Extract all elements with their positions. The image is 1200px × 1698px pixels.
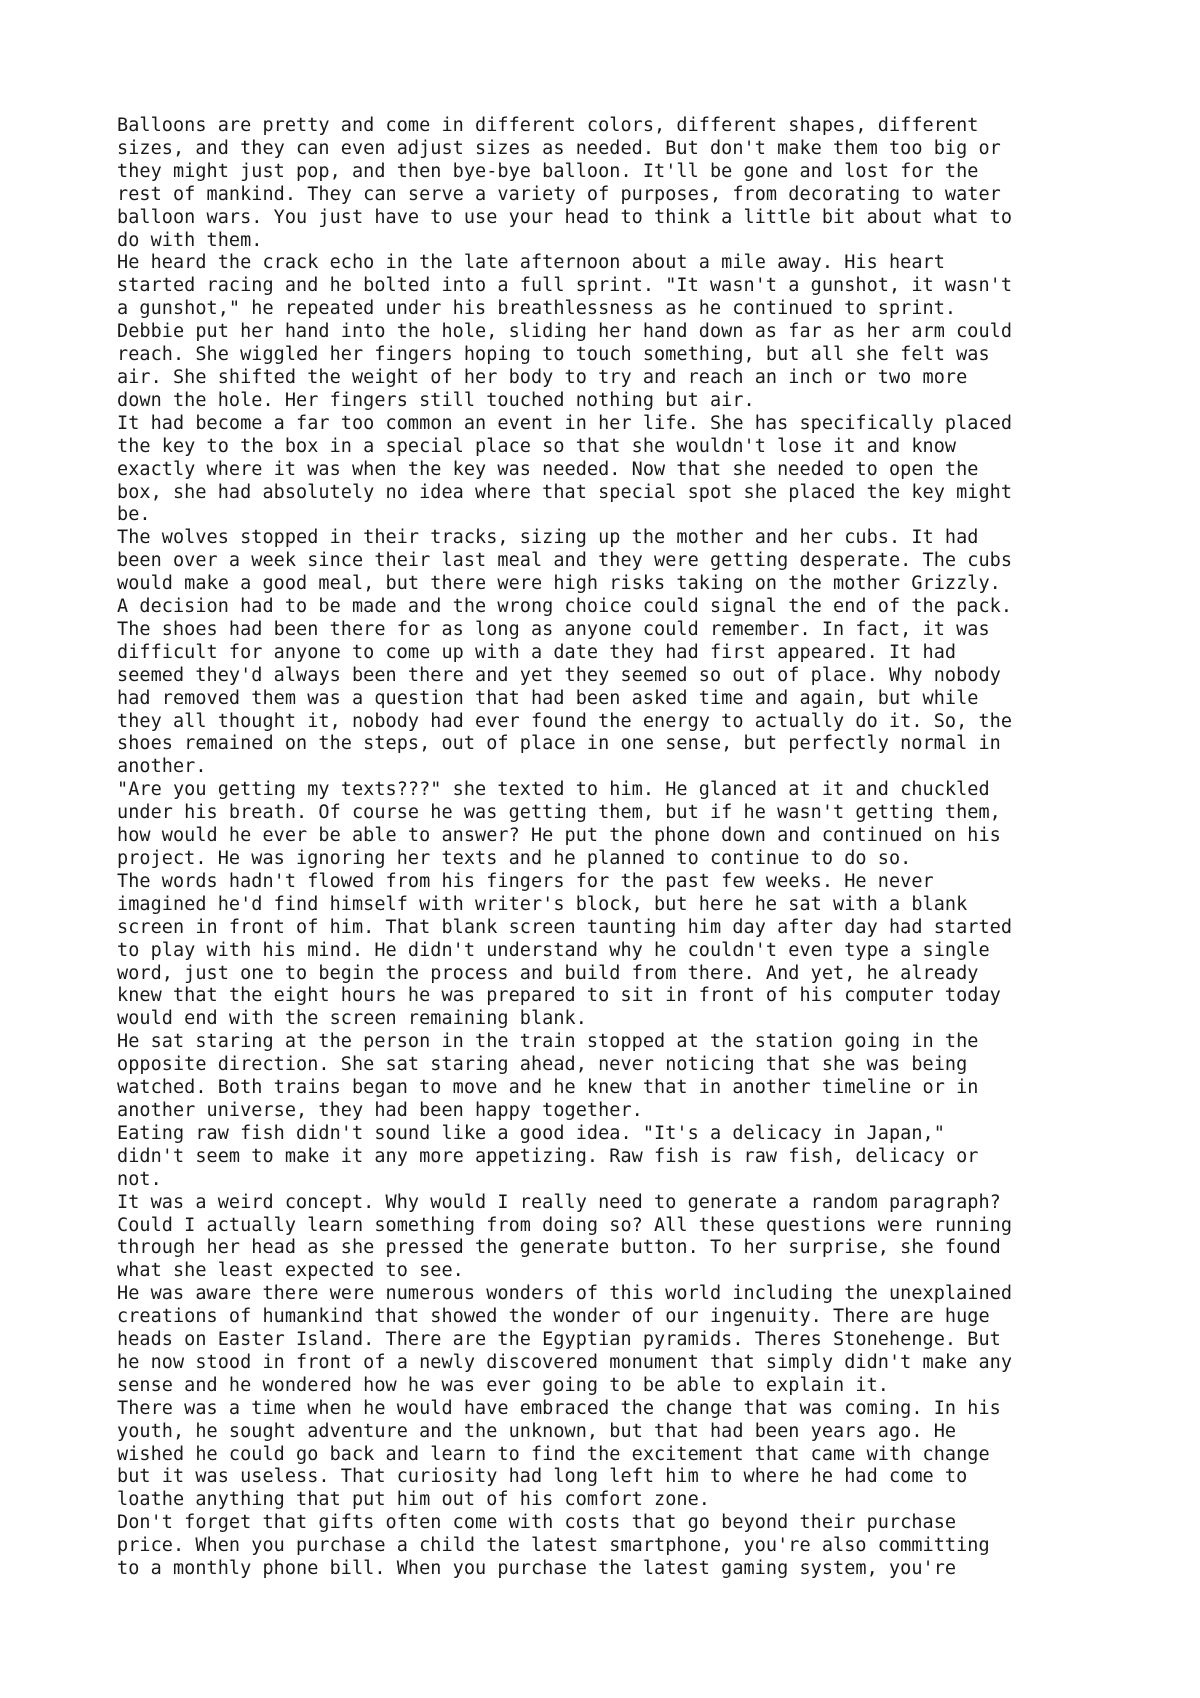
document-page <box>117 115 1117 1581</box>
paragraph-random-paragraph: It was a weird concept. Why would I really need to generate a random paragraph? Could I actually learn something from doing so? All these questions were running through her head as she pressed the generate button. To her surprise, she found what she least expected to see. <box>117 1191 1013 1282</box>
paragraph-change: There was a time when he would have embraced the change that was coming. In his youth, he sought adventure and the unknown, but that had been years ago. He wished he could go back and learn to find the excitement that came with change but it was useless. That curiosity had long left him to where he had come to loathe anything that put him out of his comfort zone. <box>117 1397 1001 1511</box>
paragraph-train: He sat staring at the person in the train stopped at the station going in the opposite direction. She sat staring ahead, never noticing that she was being watched. Both trains began to move and he knew that in another timeline or in another universe, they had been happy together. <box>117 1031 979 1121</box>
paragraph-lost-key: It had become a far too common an event in her life. She has specifically placed the key to the box in a special place so that she wouldn't lose it and know exactly where it was when the key was needed. Now that she needed to open the box, she had absolutely no idea where that special spot she placed the key might be. <box>117 412 1013 526</box>
paragraph-writers-block: The words hadn't flowed from his fingers for the past few weeks. He never imagined he'd find himself with writer's block, but here he sat with a blank screen in front of him. That blank screen taunting him day after day had started to play with his mind. He didn't understand why he couldn't even type a single word, just one to begin the process and build from there. And yet, he already knew that the eight hours he was prepared to sit in front of his computer today would end with the screen remaining blank. <box>117 870 1013 1030</box>
paragraph-debbie-hole: Debbie put her hand into the hole, sliding her hand down as far as her arm could reach. She wiggled her fingers hoping to touch something, but all she felt was air. She shifted the weight of her body to try and reach an inch or two more down the hole. Her fingers still touched nothing but air. <box>117 321 1013 411</box>
paragraph-gifts: Don't forget that gifts often come with costs that go beyond their purchase price. When you purchase a child the latest smartphone, you're also committing to a monthly phone bill. When you purchase the latest gaming system, you're <box>117 1512 990 1580</box>
paragraph-crack-echo: He heard the crack echo in the late afternoon about a mile away. His heart started racing and he bolted into a full sprint. "It wasn't a gunshot, it wasn't a gunshot," he repeated under his breathlessness as he continued to sprint. <box>117 252 1013 320</box>
paragraph-wonders: He was aware there were numerous wonders of this world including the unexplained creations of humankind that showed the wonder of our ingenuity. There are huge heads on Easter Island. There are the Egyptian pyramids. Theres Stonehenge. But he now stood in front of a newly discovered monument that simply didn't make any sense and he wondered how he was ever going to be able to explain it. <box>117 1283 1013 1396</box>
paragraph-wolves: The wolves stopped in their tracks, sizing up the mother and her cubs. It had been over a week since their last meal and they were getting desperate. The cubs would make a good meal, but there were high risks taking on the mother Grizzly. A decision had to be made and the wrong choice could signal the end of the pack. <box>117 527 1013 618</box>
paragraph-shoes: The shoes had been there for as long as anyone could remember. In fact, it was difficult for anyone to come up with a date they had first appeared. It had seemed they'd always been there and yet they seemed so out of place. Why nobody had removed them was a question that had been asked time and again, but while they all thought it, nobody had ever found the energy to actually do it. So, the shoes remained on the steps, out of place in one sense, but perfectly normal in another. <box>117 618 1013 778</box>
paragraph-texts: "Are you getting my texts???" she texted to him. He glanced at it and chuckled under his breath. Of course he was getting them, but if he wasn't getting them, how would he ever be able to answer? He put the phone down and continued on his project. He was ignoring her texts and he planned to continue to do so. <box>117 779 1001 869</box>
paragraph-balloons: Balloons are pretty and come in different colors, different shapes, different sizes, and they can even adjust sizes as needed. But don't make them too big or they might just pop, and then bye-bye balloon. It'll be gone and lost for the rest of mankind. They can serve a variety of purposes, from decorating to water balloon wars. You just have to use your head to think a little bit about what to do with them. <box>117 115 1013 251</box>
paragraph-raw-fish: Eating raw fish didn't sound like a good idea. "It's a delicacy in Japan," didn't seem to make it any more appetizing. Raw fish is raw fish, delicacy or not. <box>117 1122 979 1190</box>
